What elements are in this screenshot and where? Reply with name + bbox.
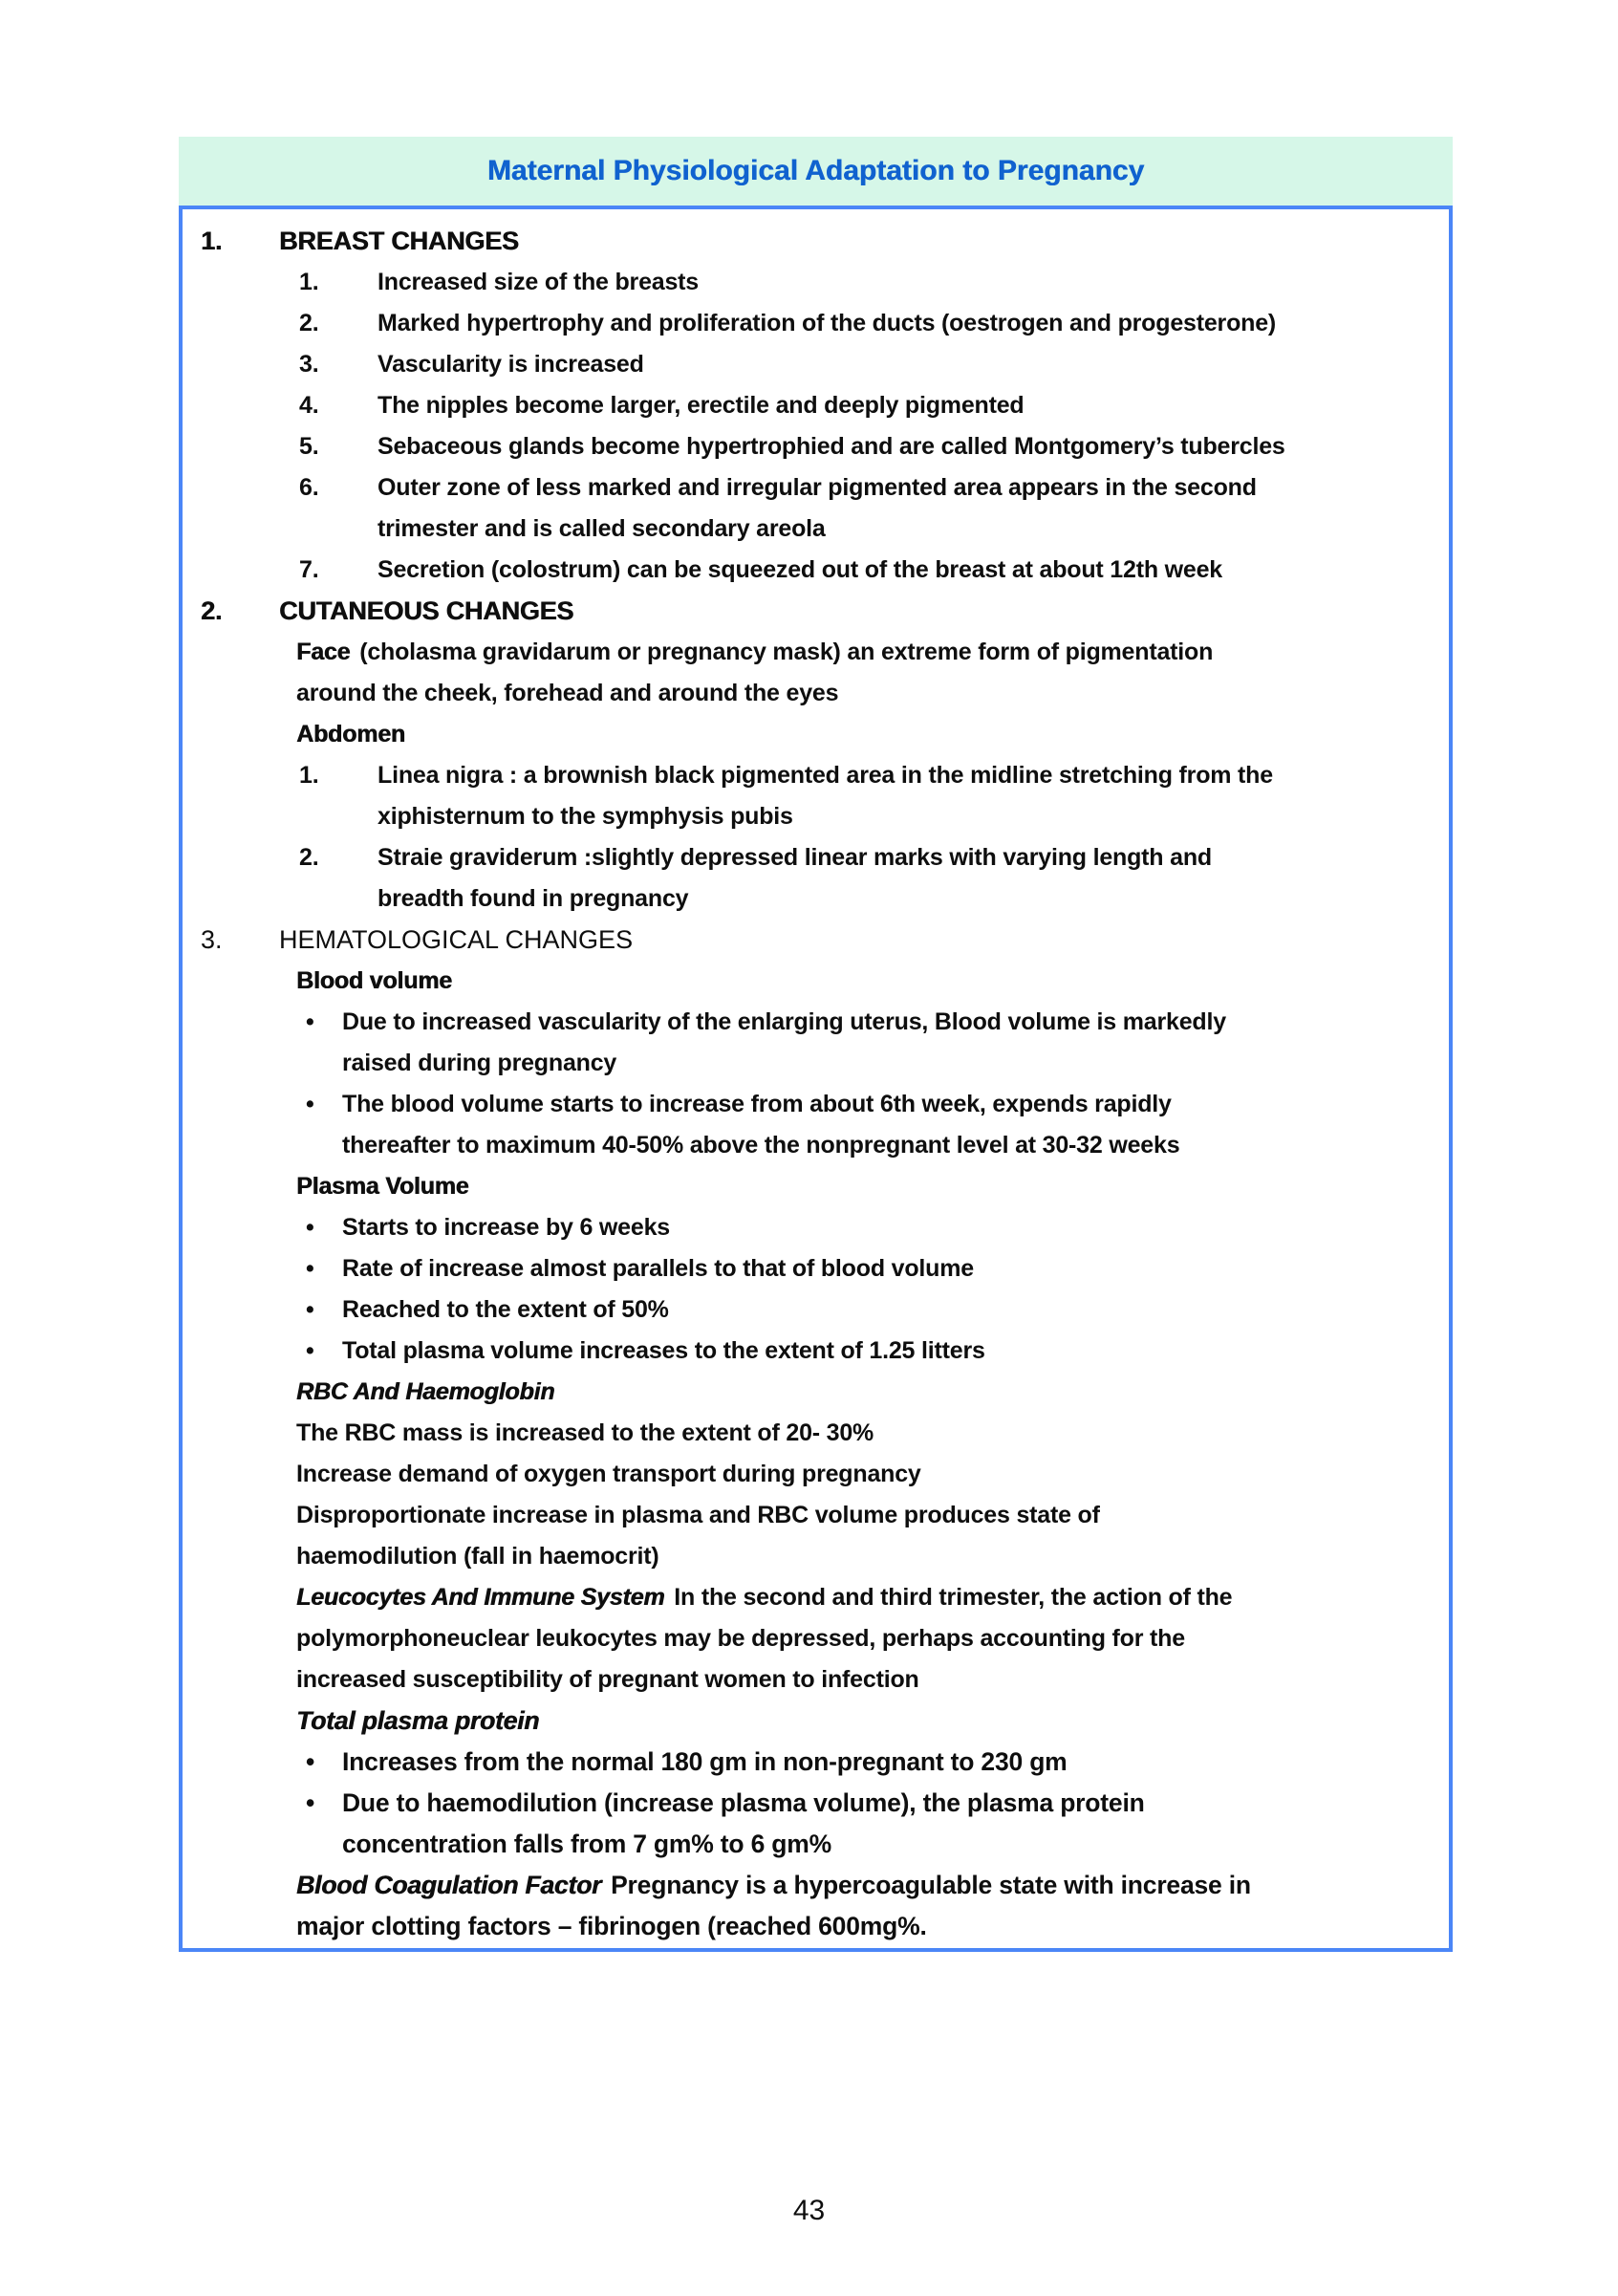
continuation-line <box>296 1536 1441 1577</box>
section-heading-row <box>183 920 1441 961</box>
line-text: The nipples become larger, erectile and deeply pigmented <box>378 392 1025 419</box>
bullet-icon: • <box>306 1747 315 1776</box>
continuation-line <box>378 796 1441 837</box>
list-item <box>299 837 1441 878</box>
line-text: Total plasma volume increases to the extent of 1.25 litters <box>342 1337 985 1364</box>
line-text: increased susceptibility of pregnant women to infection <box>296 1666 919 1693</box>
paragraph <box>296 1413 1441 1454</box>
subheading <box>296 1372 1441 1413</box>
subheading <box>296 714 1441 755</box>
line-text: Reached to the extent of 50% <box>342 1296 669 1323</box>
list-item <box>299 344 1441 385</box>
subheading <box>296 961 1441 1002</box>
continuation-line <box>296 1659 1441 1700</box>
continuation-line <box>378 509 1441 550</box>
line-text: In the second and third trimester, the action of the <box>674 1584 1233 1611</box>
section-2 <box>183 591 1441 920</box>
section-1 <box>183 221 1441 591</box>
item-number: 4. <box>299 392 319 419</box>
continuation-line <box>378 878 1441 920</box>
bullet-item <box>306 1742 1441 1783</box>
list-item <box>299 303 1441 344</box>
line-text: The blood volume starts to increase from about 6th week, expends rapidly <box>342 1091 1172 1117</box>
line-text: raised during pregnancy <box>342 1050 617 1076</box>
item-number: 2. <box>299 844 319 871</box>
line-text: Due to haemodilution (increase plasma volume), the plasma protein <box>342 1788 1145 1817</box>
page-title: Maternal Physiological Adaptation to Pregnancy <box>486 155 1145 186</box>
bullet-icon: • <box>306 1788 315 1817</box>
line-text: Secretion (colostrum) can be squeezed out of the breast at about 12th week <box>378 556 1222 583</box>
subheading <box>296 1166 1441 1207</box>
line-text: trimester and is called secondary areola <box>378 515 826 542</box>
bullet-item <box>306 1002 1441 1043</box>
item-number: 3. <box>299 351 319 378</box>
page-number: 43 <box>792 2195 826 2226</box>
line-text: Due to increased vascularity of the enlarging uterus, Blood volume is markedly <box>342 1008 1226 1035</box>
bullet-item <box>306 1248 1441 1289</box>
continuation-line <box>342 1824 1441 1865</box>
list-item <box>299 550 1441 591</box>
bullet-item <box>306 1289 1441 1331</box>
item-number: 2. <box>299 310 319 336</box>
continuation-line <box>342 1125 1441 1166</box>
item-number: 1. <box>299 762 319 789</box>
section-number: 3. <box>201 925 223 954</box>
item-number: 6. <box>299 474 319 501</box>
line-text: Sebaceous glands become hypertrophied and are called Montgomery’s tubercles <box>378 433 1285 460</box>
bullet-item <box>306 1207 1441 1248</box>
item-number: 5. <box>299 433 319 460</box>
bullet-icon: • <box>306 1008 314 1035</box>
section-heading-row <box>183 591 1441 632</box>
line-text: Plasma Volume <box>296 1173 469 1200</box>
bullet-icon: • <box>306 1255 314 1282</box>
continuation-line <box>296 1906 1441 1947</box>
line-text: Straie graviderum :slightly depressed linear marks with varying length and <box>378 844 1212 871</box>
list-item <box>299 755 1441 796</box>
line-text: Increased size of the breasts <box>378 269 700 295</box>
continuation-line <box>296 673 1441 714</box>
line-text: Vascularity is increased <box>378 351 644 378</box>
section-number: 2. <box>201 596 223 625</box>
bullet-icon: • <box>306 1337 314 1364</box>
list-item <box>299 385 1441 426</box>
item-number: 1. <box>299 269 319 295</box>
line-text: Total plasma protein <box>296 1706 540 1735</box>
line-text: (cholasma gravidarum or pregnancy mask) an extreme form of pigmentation <box>359 639 1214 665</box>
content-box <box>179 206 1453 1952</box>
paragraph <box>296 1495 1441 1536</box>
line-text: concentration falls from 7 gm% to 6 gm% <box>342 1830 831 1858</box>
line-text: Increase demand of oxygen transport during pregnancy <box>296 1461 921 1487</box>
line-text: breadth found in pregnancy <box>378 885 689 912</box>
line-text: The RBC mass is increased to the extent of 20- 30% <box>296 1419 874 1446</box>
list-item <box>299 467 1441 509</box>
line-text: thereafter to maximum 40-50% above the nonpregnant level at 30-32 weeks <box>342 1132 1180 1159</box>
section-heading: CUTANEOUS CHANGES <box>279 596 574 625</box>
lead-paragraph <box>296 1577 1441 1618</box>
lead-paragraph <box>296 632 1441 673</box>
bullet-item <box>306 1084 1441 1125</box>
continuation-line <box>342 1043 1441 1084</box>
lead-text: Leucocytes And Immune System <box>296 1584 665 1611</box>
section-heading: BREAST CHANGES <box>279 227 519 255</box>
line-text: Starts to increase by 6 weeks <box>342 1214 670 1241</box>
line-text: Linea nigra : a brownish black pigmented area in the midline stretching from the <box>378 762 1273 789</box>
bullet-icon: • <box>306 1296 314 1323</box>
line-text: polymorphoneuclear leukocytes may be depressed, perhaps accounting for the <box>296 1625 1185 1652</box>
lead-text: Face <box>296 639 351 665</box>
bullet-icon: • <box>306 1214 314 1241</box>
section-3 <box>183 920 1441 1947</box>
bullet-item <box>306 1331 1441 1372</box>
section-heading-row <box>183 221 1441 262</box>
lead-paragraph <box>296 1865 1441 1906</box>
line-text: major clotting factors – fibrinogen (reached 600mg%. <box>296 1912 927 1940</box>
line-text: Pregnancy is a hypercoagulable state with increase in <box>611 1871 1251 1899</box>
lead-text: Blood Coagulation Factor <box>296 1871 602 1899</box>
section-number: 1. <box>201 227 223 255</box>
continuation-line <box>296 1618 1441 1659</box>
line-text: Disproportionate increase in plasma and RBC volume produces state of <box>296 1502 1100 1528</box>
list-item <box>299 426 1441 467</box>
bullet-icon: • <box>306 1091 314 1117</box>
line-text: xiphisternum to the symphysis pubis <box>378 803 793 830</box>
line-text: RBC And Haemoglobin <box>296 1378 555 1405</box>
line-text: Marked hypertrophy and proliferation of the ducts (oestrogen and progesterone) <box>378 310 1277 336</box>
title-band <box>179 137 1453 206</box>
line-text: Increases from the normal 180 gm in non-pregnant to 230 gm <box>342 1747 1068 1776</box>
line-text: Outer zone of less marked and irregular pigmented area appears in the second <box>378 474 1257 501</box>
bullet-item <box>306 1783 1441 1824</box>
line-text: Abdomen <box>296 721 405 747</box>
subheading <box>296 1700 1441 1742</box>
paragraph <box>296 1454 1441 1495</box>
list-item <box>299 262 1441 303</box>
section-heading: HEMATOLOGICAL CHANGES <box>279 925 634 954</box>
line-text: Rate of increase almost parallels to that of blood volume <box>342 1255 974 1282</box>
line-text: around the cheek, forehead and around the eyes <box>296 680 839 706</box>
line-text: Blood volume <box>296 967 452 994</box>
item-number: 7. <box>299 556 319 583</box>
line-text: haemodilution (fall in haemocrit) <box>296 1543 659 1570</box>
